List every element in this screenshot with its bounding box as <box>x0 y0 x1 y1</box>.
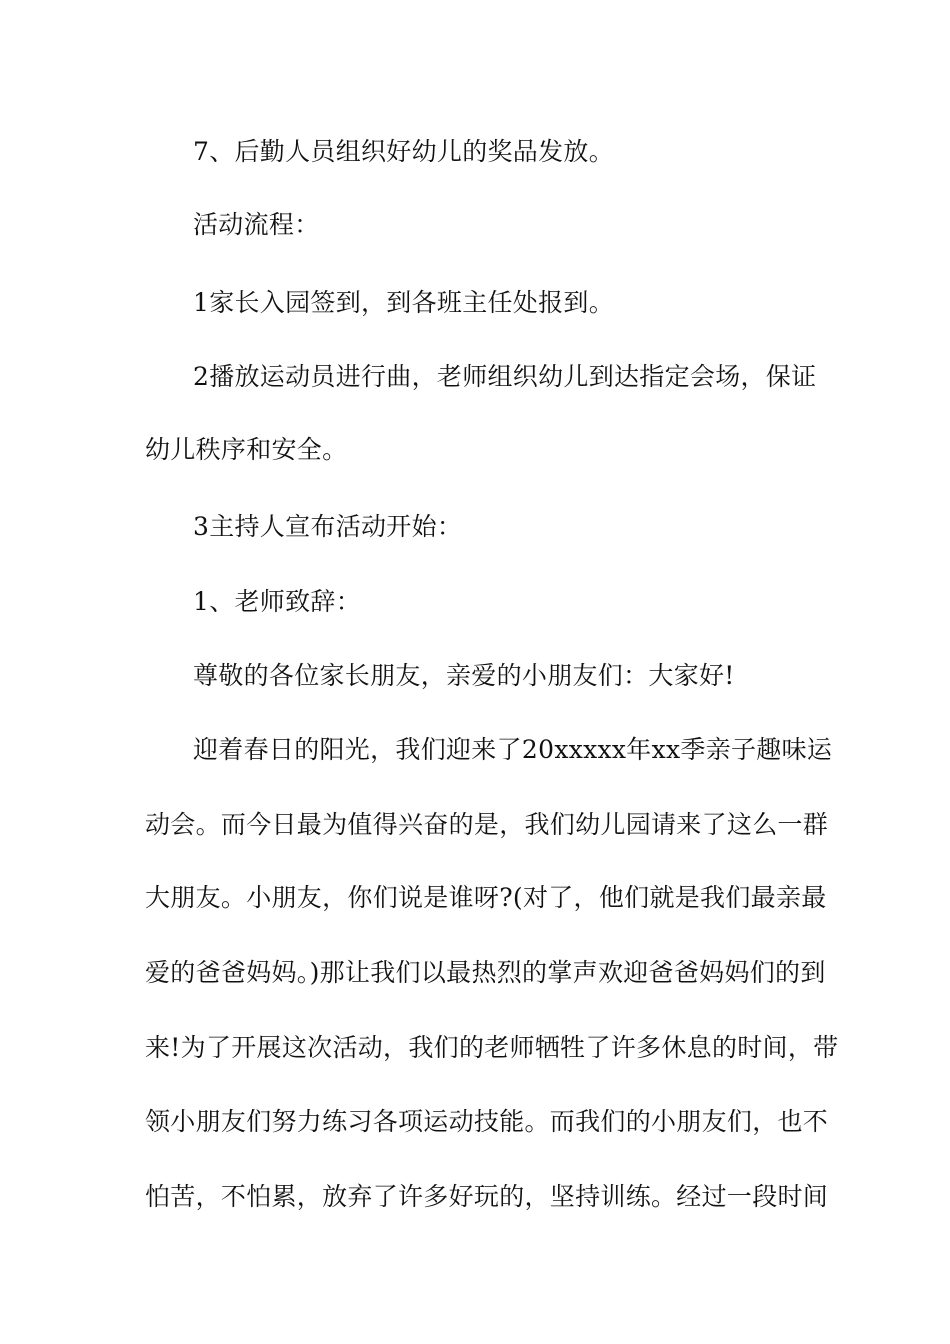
text-line: 幼儿秩序和安全。 <box>145 435 348 464</box>
text-line: 2播放运动员进行曲，老师组织幼儿到达指定会场，保证 <box>193 362 817 391</box>
text-line: 动会。而今日最为值得兴奋的是，我们幼儿园请来了这么一群 <box>145 810 829 839</box>
text-line: 1家长入园签到，到各班主任处报到。 <box>193 288 615 317</box>
text-line: 爱的爸爸妈妈。)那让我们以最热烈的掌声欢迎爸爸妈妈们的到 <box>145 958 826 987</box>
text-line: 尊敬的各位家长朋友，亲爱的小朋友们：大家好! <box>193 661 735 690</box>
section-heading: 活动流程： <box>193 210 320 239</box>
text-line: 3主持人宣布活动开始： <box>193 512 463 541</box>
text-line: 7、后勤人员组织好幼儿的奖品发放。 <box>193 137 615 166</box>
text-line: 来!为了开展这次活动，我们的老师牺牲了许多休息的时间，带 <box>145 1033 839 1062</box>
text-line: 领小朋友们努力练习各项运动技能。而我们的小朋友们，也不 <box>145 1107 829 1136</box>
text-line: 怕苦，不怕累，放弃了许多好玩的，坚持训练。经过一段时间 <box>145 1182 829 1211</box>
text-line: 大朋友。小朋友，你们说是谁呀?(对了，他们就是我们最亲最 <box>145 883 827 912</box>
text-line: 1、老师致辞： <box>193 587 362 616</box>
text-line: 迎着春日的阳光，我们迎来了20xxxxx年xx季亲子趣味运 <box>193 735 833 764</box>
